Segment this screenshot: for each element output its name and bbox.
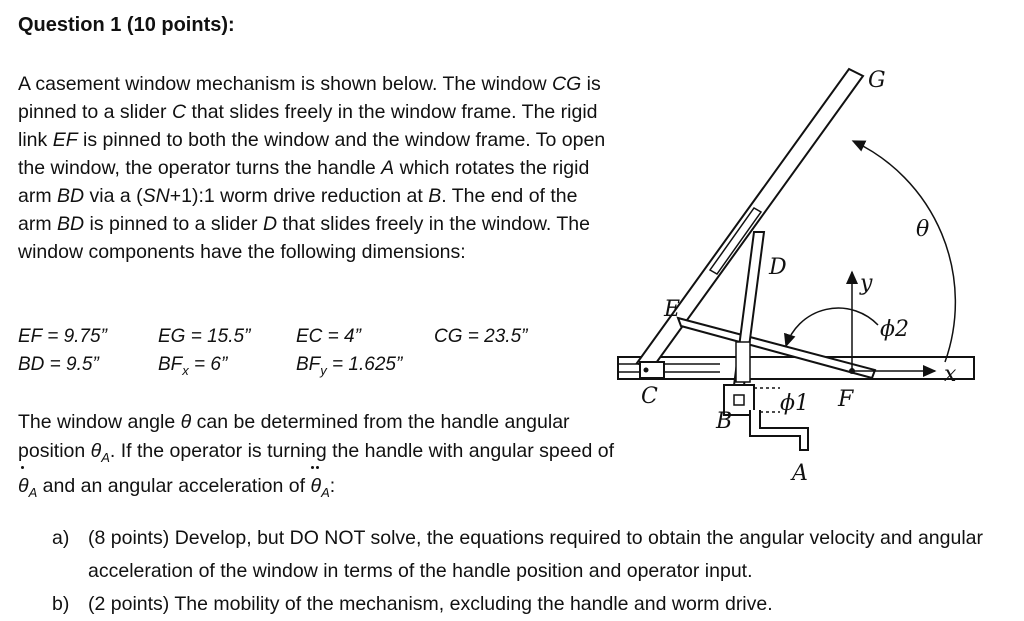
dim-eg: EG = 15.5” [158, 326, 251, 347]
dim-ec: EC = 4” [296, 326, 361, 347]
label-c: C [641, 384, 658, 409]
part-a-text: (8 points) Develop, but DO NOT solve, the equations required to obtain the angular velocity and angular acceleration of the window in terms of the handle position and operator input. [88, 527, 984, 582]
label-b: B [716, 409, 733, 434]
pin-c [644, 368, 649, 373]
label-f: F [838, 387, 854, 412]
label-a: A [792, 461, 808, 486]
question-title: Question 1 (10 points): [18, 14, 235, 36]
label-d: D [769, 255, 787, 280]
dim-bd: BD = 9.5” [18, 354, 99, 375]
phi2-arc [786, 308, 878, 346]
question-parts [52, 522, 992, 621]
window-frame [618, 357, 974, 379]
worm-drive-hub [734, 395, 744, 405]
dim-bfy: $BF_y = 1.625$” [296, 354, 403, 378]
label-x: x [944, 362, 957, 387]
label-g: G [868, 68, 886, 93]
part-b-letter: b) [52, 593, 70, 615]
dim-bfx: $BF_x = 6$” [158, 354, 228, 378]
angle-description: The window angle θ can be determined from the handle angular position $\theta_A$. If the operator is turning the handle with angular speed of $\theta_A$ and an angular acceleration of $\theta_A$: [18, 411, 614, 500]
label-y: y [860, 271, 873, 296]
mechanism-figure [600, 60, 1000, 500]
label-theta: θ [916, 217, 930, 242]
dim-cg: CG = 23.5” [434, 326, 528, 347]
label-phi1: ϕ1 [780, 391, 809, 416]
part-a [52, 522, 992, 588]
label-phi2: ϕ2 [880, 317, 909, 342]
dim-ef: EF = 9.75” [18, 326, 107, 347]
arm-bd-base [736, 342, 750, 382]
problem-statement: A casement window mechanism is shown below. The window CG is pinned to a slider C that slides freely in the window frame. The rigid link EF is pinned to both the window and the window frame. To open the window, the operator turns the handle A which rotates the rigid arm BD via a (SN+1):1 worm drive reduction at B. The end of the arm BD is pinned to a slider D that slides freely in the window. The window components have the following dimensions: [18, 73, 606, 263]
part-b [52, 588, 992, 621]
part-a-letter: a) [52, 527, 70, 549]
handle-a [750, 410, 808, 450]
part-b-text: (2 points) The mobility of the mechanism, excluding the handle and worm drive. [88, 593, 773, 615]
label-e: E [664, 297, 681, 322]
